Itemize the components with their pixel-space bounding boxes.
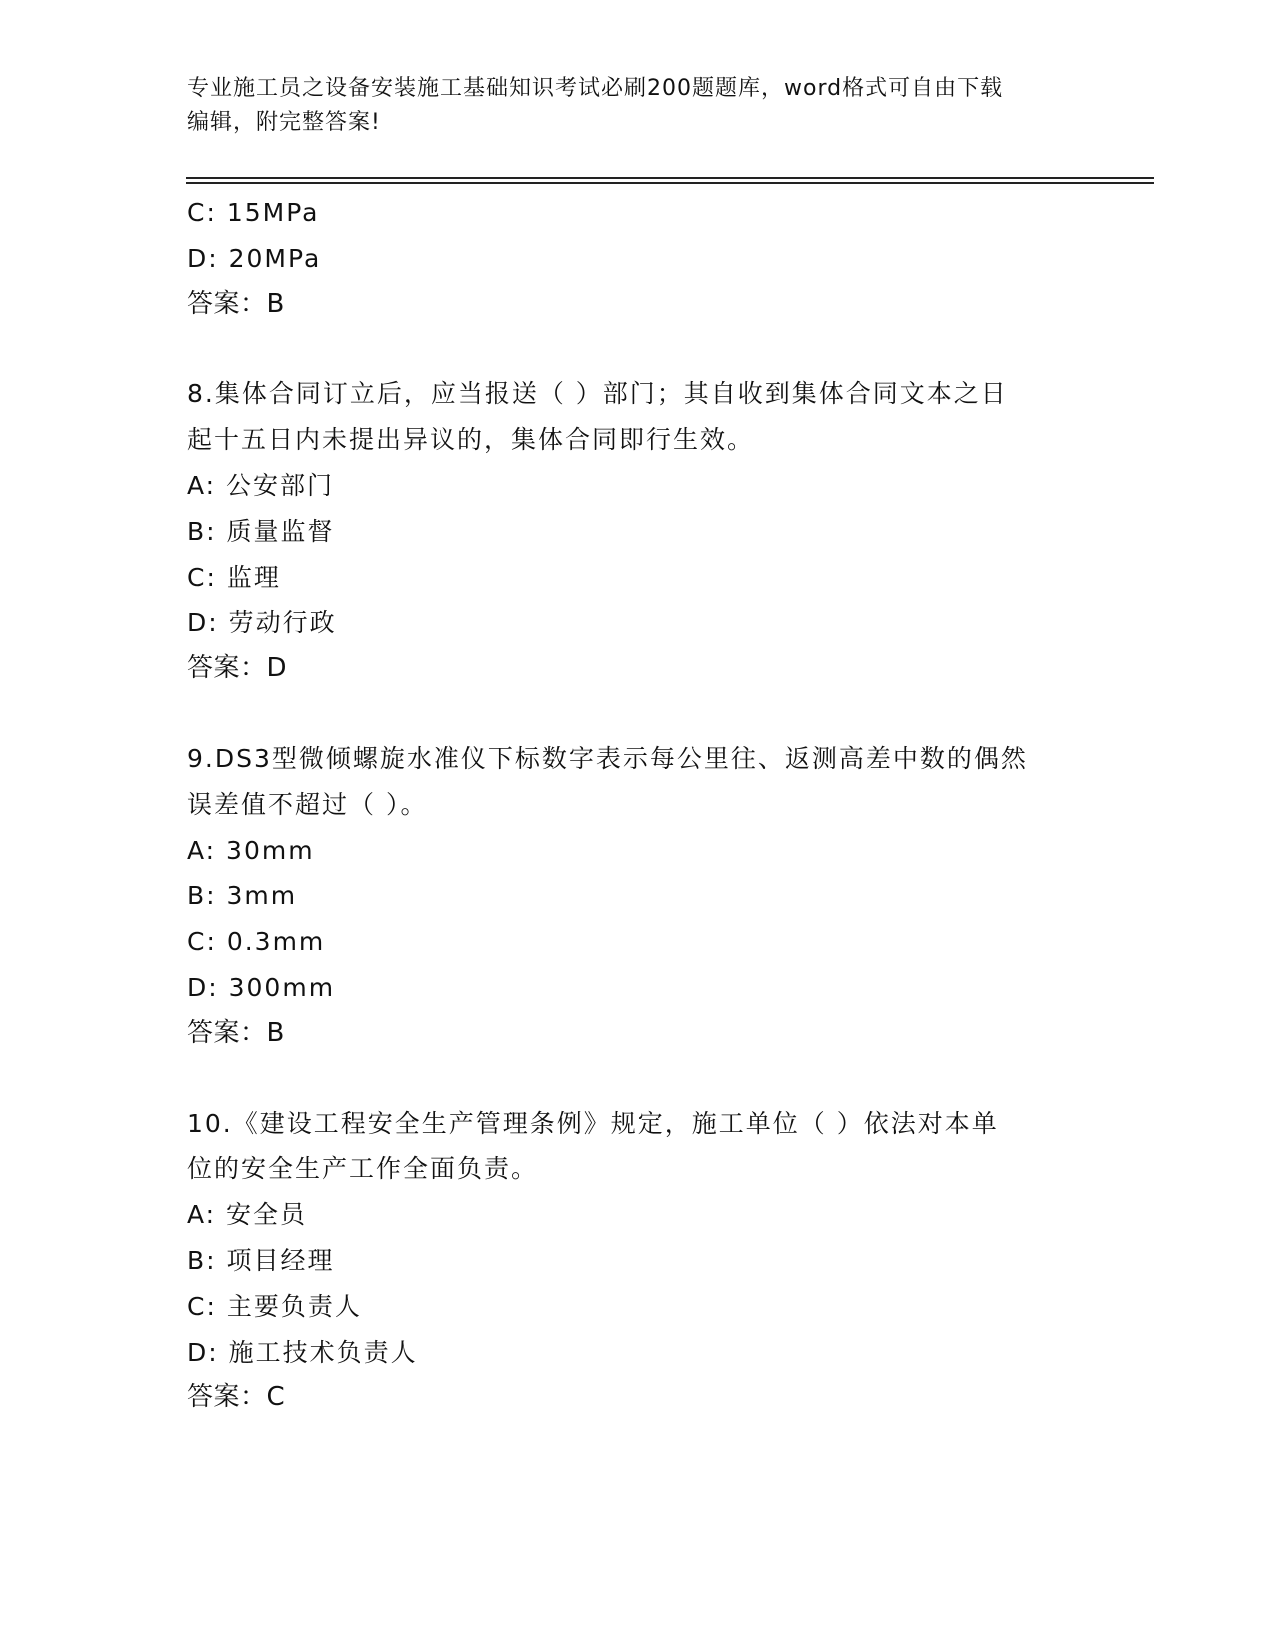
option-c: C: 监理: [187, 562, 281, 592]
question-8: [187, 371, 1087, 692]
answer-line: 答案：B: [187, 288, 285, 319]
answer-line: 答案：C: [187, 1382, 286, 1413]
question-stem-line: 位的安全生产工作全面负责。: [187, 1154, 539, 1184]
option-d: D: 劳动行政: [187, 608, 337, 638]
question-stem-line: 误差值不超过（ ）。: [187, 789, 428, 819]
header-line-1: 专业施工员之设备安装施工基础知识考试必刷200题题库，word格式可自由下载: [187, 76, 1004, 101]
answer-line: 答案：B: [187, 1017, 285, 1048]
question-stem-line: 9.DS3型微倾螺旋水准仪下标数字表示每公里往、返测高差中数的偶然: [187, 743, 1028, 773]
option-b: B: 3mm: [187, 881, 298, 911]
option-c: C: 0.3mm: [187, 927, 326, 957]
question-stem-line: 8.集体合同订立后，应当报送（ ）部门；其自收到集体合同文本之日: [187, 379, 1008, 409]
header-line-2: 编辑，附完整答案!: [187, 110, 381, 135]
question-9: [187, 736, 1087, 1057]
option-d: D: 20MPa: [187, 243, 322, 273]
option-a: A: 公安部门: [187, 470, 335, 500]
question-stem-line: 起十五日内未提出异议的，集体合同即行生效。: [187, 425, 755, 455]
question-10: [187, 1101, 1087, 1422]
question-list: [187, 190, 1087, 1421]
option-c: C: 15MPa: [187, 198, 320, 227]
question-7-tail: [187, 190, 1087, 327]
option-d: D: 施工技术负责人: [187, 1337, 418, 1367]
option-a: A: 安全员: [187, 1200, 308, 1230]
option-b: B: 质量监督: [187, 516, 335, 546]
option-d: D: 300mm: [187, 972, 336, 1002]
option-a: A: 30mm: [187, 835, 315, 865]
spacer: [187, 1057, 1087, 1101]
option-b: B: 项目经理: [187, 1245, 335, 1275]
document-header: [187, 72, 1087, 140]
question-stem-line: 10.《建设工程安全生产管理条例》规定，施工单位（ ）依法对本单: [187, 1108, 999, 1138]
header-divider-bottom: [186, 182, 1154, 184]
option-c: C: 主要负责人: [187, 1291, 362, 1321]
header-divider-top: [186, 177, 1154, 179]
answer-line: 答案：D: [187, 653, 288, 684]
spacer: [187, 327, 1087, 371]
spacer: [187, 692, 1087, 736]
